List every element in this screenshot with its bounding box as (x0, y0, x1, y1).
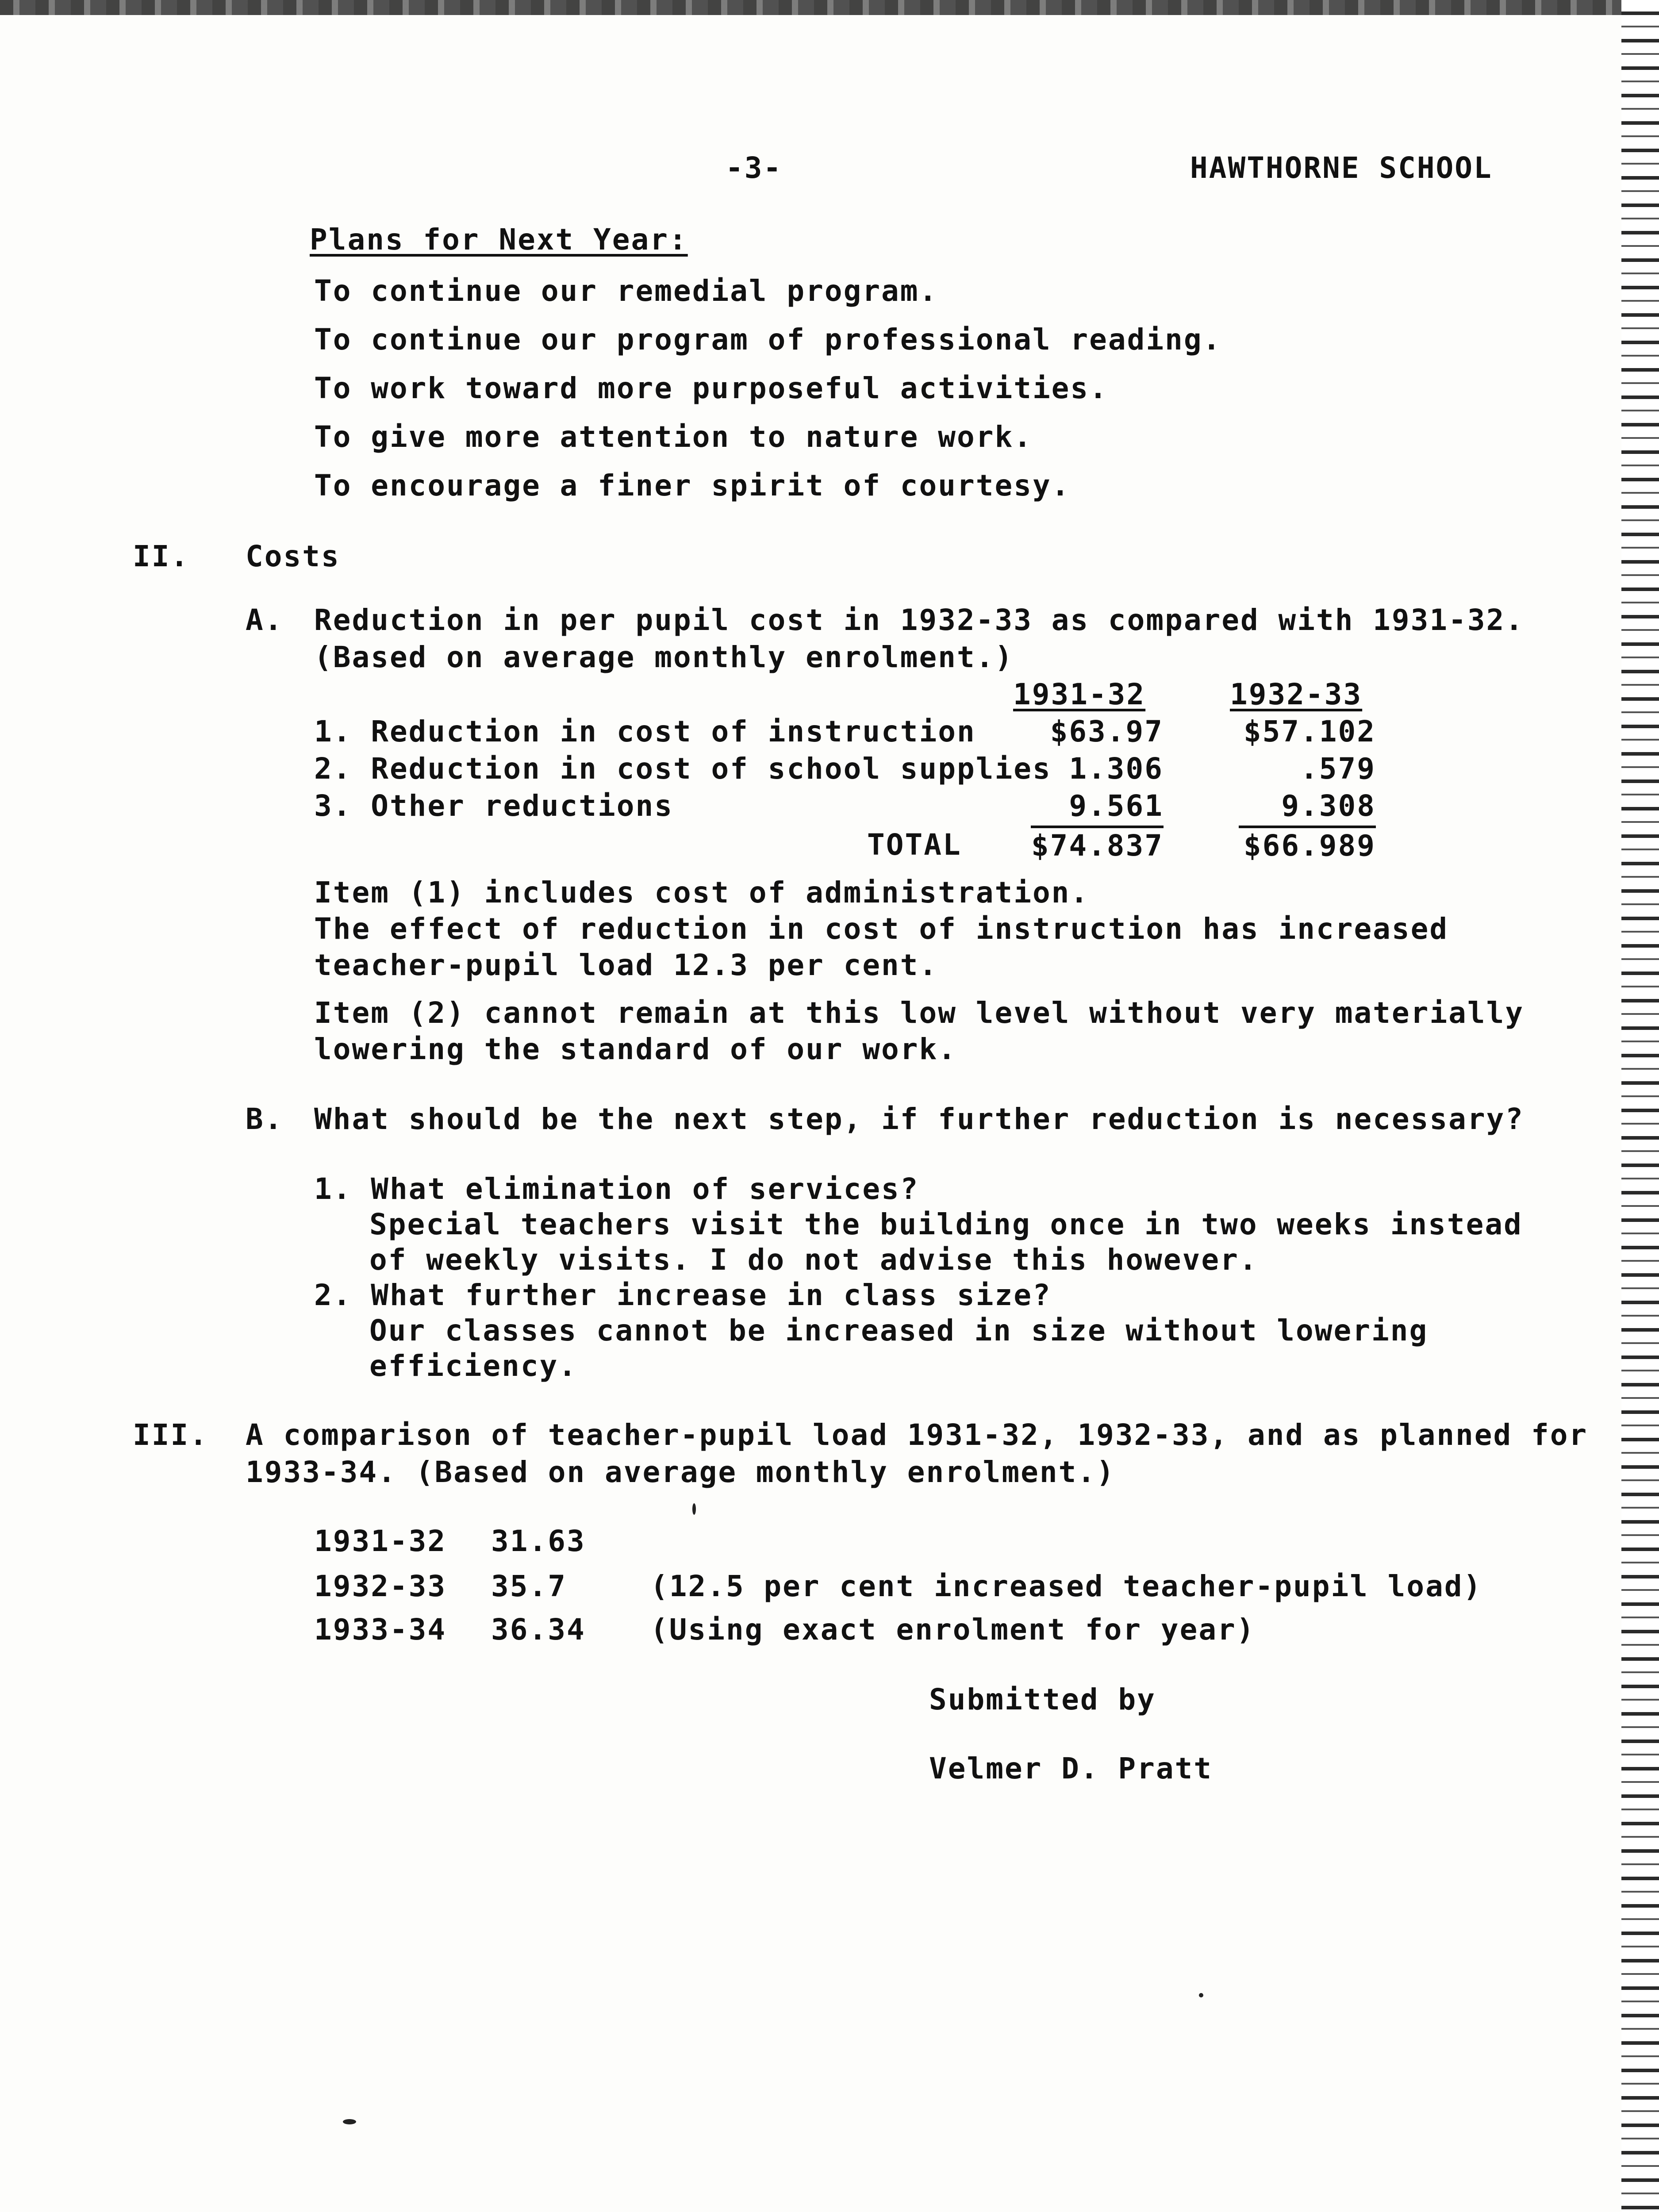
plans-title: Plans for Next Year: (310, 223, 688, 257)
total-value-1931-32: $74.837 (1031, 829, 1164, 863)
load-value: 31.63 (491, 1524, 586, 1558)
question-answer: Special teachers visit the building once in two weeks instead (369, 1207, 1523, 1241)
question-answer: of weekly visits. I do not advise this however. (369, 1243, 1258, 1277)
total-label: TOTAL (867, 828, 962, 862)
subsection-subheading: (Based on average monthly enrolment.) (314, 640, 1014, 674)
question-answer: efficiency. (369, 1349, 578, 1383)
section-numeral: II. (133, 539, 190, 573)
ink-mark (343, 2119, 356, 2124)
cost-value-1932-33: .579 (1300, 752, 1376, 786)
question-answer: Our classes cannot be increased in size without lowering (369, 1313, 1429, 1348)
plan-item: To give more attention to nature work. (314, 420, 1033, 454)
cost-row-label: 1. Reduction in cost of instruction (314, 714, 976, 749)
cost-value-1931-32: $63.97 (1050, 714, 1164, 749)
load-value: 35.7 (491, 1569, 567, 1603)
cost-value-1931-32: 1.306 (1069, 752, 1164, 786)
plan-item: To work toward more purposeful activities. (314, 371, 1108, 405)
plan-item: To continue our remedial program. (314, 274, 938, 308)
section-numeral: III. (133, 1418, 208, 1452)
scan-right-edge (1621, 0, 1659, 2212)
question-item: 2. What further increase in class size? (314, 1278, 1052, 1312)
submitted-by: Submitted by (929, 1682, 1156, 1717)
load-note: (12.5 per cent increased teacher-pupil load) (650, 1569, 1482, 1603)
scan-top-edge (0, 0, 1659, 15)
ink-mark (1199, 1993, 1203, 1997)
cost-value-1931-32: 9.561 (1069, 789, 1164, 823)
author-name: Velmer D. Pratt (929, 1751, 1213, 1786)
note-line: The effect of reduction in cost of instruction has increased (314, 912, 1449, 946)
column-header-1931-32: 1931-32 (1013, 677, 1146, 711)
note-line: Item (2) cannot remain at this low level without very materially (314, 996, 1525, 1030)
plan-item: To continue our program of professional reading. (314, 323, 1222, 357)
subsection-letter: B. (246, 1102, 284, 1136)
load-value: 36.34 (491, 1613, 586, 1647)
section-heading: 1933-34. (Based on average monthly enrolment.) (246, 1455, 1115, 1489)
cost-row-label: 2. Reduction in cost of school supplies (314, 752, 1052, 786)
school-name: HAWTHORNE SCHOOL (1190, 151, 1493, 185)
cost-value-1932-33: $57.102 (1243, 714, 1376, 749)
plan-item: To encourage a finer spirit of courtesy. (314, 469, 1071, 503)
cost-value-1932-33: 9.308 (1281, 789, 1376, 823)
load-year: 1932-33 (314, 1569, 447, 1603)
column-header-1932-33: 1932-33 (1230, 677, 1363, 711)
note-line: lowering the standard of our work. (314, 1032, 957, 1066)
question-item: 1. What elimination of services? (314, 1172, 919, 1206)
total-value-1932-33: $66.989 (1243, 829, 1376, 863)
subsection-letter: A. (246, 603, 284, 637)
section-heading: A comparison of teacher-pupil load 1931-32, 1932-33, and as planned for (246, 1418, 1588, 1452)
subsection-heading: Reduction in per pupil cost in 1932-33 as compared with 1931-32. (314, 603, 1525, 637)
note-line: teacher-pupil load 12.3 per cent. (314, 948, 938, 982)
cost-row-label: 3. Other reductions (314, 789, 673, 823)
ink-mark (692, 1503, 696, 1515)
load-year: 1931-32 (314, 1524, 447, 1558)
subsection-question: What should be the next step, if further reduction is necessary? (314, 1102, 1525, 1136)
load-year: 1933-34 (314, 1613, 447, 1647)
page-number: -3- (726, 151, 783, 185)
section-title: Costs (246, 539, 340, 573)
note-line: Item (1) includes cost of administration. (314, 876, 1090, 910)
load-note: (Using exact enrolment for year) (650, 1613, 1256, 1647)
